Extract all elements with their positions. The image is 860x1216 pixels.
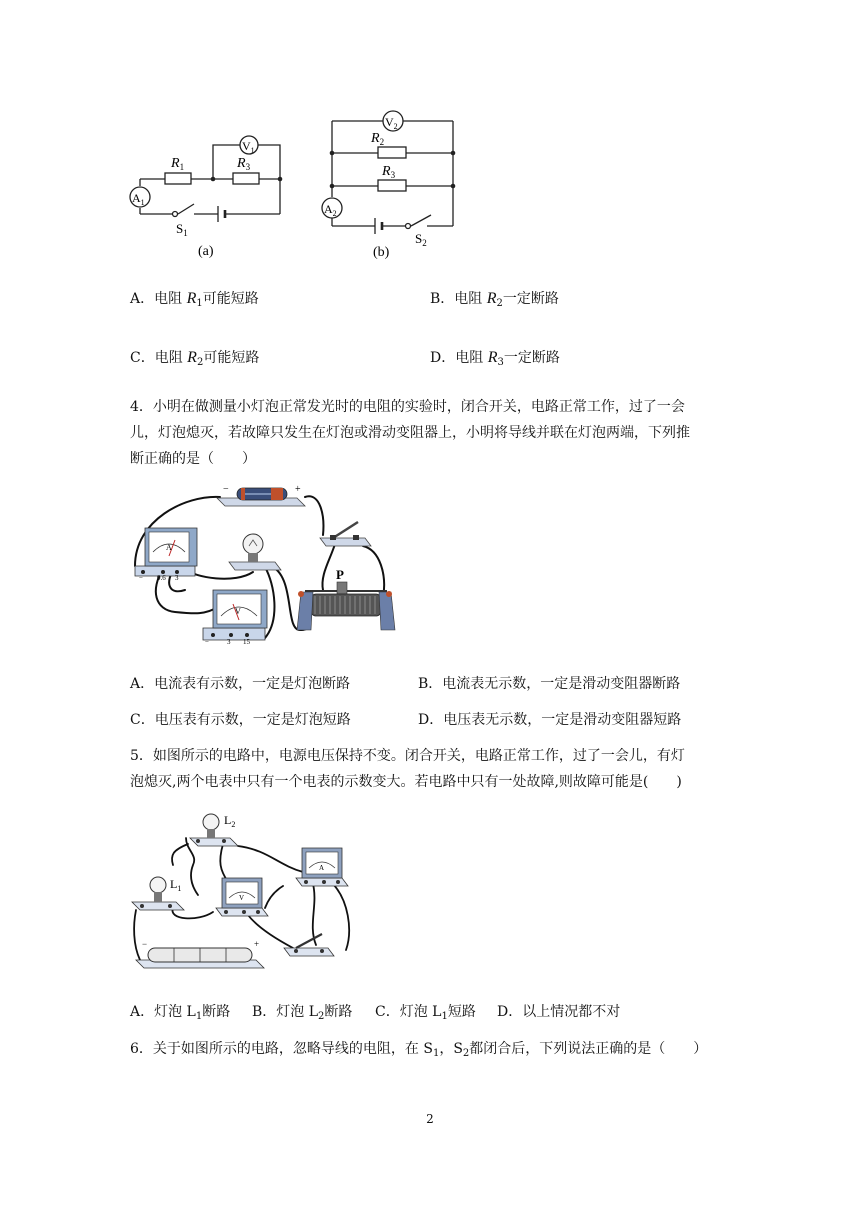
q4-stem-line2: 儿，灯泡熄灭，若故障只发生在灯泡或滑动变阻器上，小明将导线并联在灯泡两端，下列推 [130,425,690,441]
ammeter-letter: A [166,543,172,552]
ammeter-terminal-3: 3 [175,574,179,582]
q4-option-c[interactable]: C．电压表有示数，一定是灯泡短路 [130,712,351,728]
q5-circuit-figure [128,810,358,975]
voltmeter-terminal-neg: − [205,638,209,646]
q5-voltmeter-letter: V [239,894,245,902]
fig-a-caption: (a) [198,244,214,259]
q5-option-b[interactable]: B．灯泡 $L_2$断路 [252,1004,353,1022]
q4-stem-line3: 断正确的是（ ） [130,451,256,467]
q3-option-c[interactable]: C．电阻 $R_2$可能短路 [130,349,260,368]
fig-a-v1-label: $V_1$ [242,139,255,155]
voltmeter-terminal-15: 15 [243,638,250,646]
battery-holder [217,488,305,506]
q5-battery [136,948,264,968]
q4-stem-line1: 4．小明在做测量小灯泡正常发光时的电阻的实验时，闭合开关，电路正常工作，过了一会 [130,399,685,415]
q3-option-d[interactable]: D．电阻 $R_3$一定断路 [430,349,560,368]
circuit-figure-b [315,104,465,262]
knife-switch [320,522,371,546]
page-number: 2 [426,1112,434,1126]
fig-b-v2-label: $V_2$ [385,115,398,131]
voltmeter-terminal-3: 3 [227,638,231,646]
rheostat-slider-label: P [336,567,344,582]
q5-option-c[interactable]: C．灯泡 $L_1$短路 [375,1004,476,1022]
battery-minus-label: − [223,484,229,495]
battery-plus-label: + [295,484,301,495]
sliding-rheostat [297,582,395,630]
q4-option-a[interactable]: A．电流表有示数，一定是灯泡断路 [130,676,351,692]
q4-option-d[interactable]: D．电压表无示数，一定是滑动变阻器短路 [418,712,682,728]
fig-a-r3-label: $R_3$ [237,156,251,172]
fig-a-r1-label: $R_1$ [171,156,185,172]
q5-switch [284,934,334,956]
q5-option-a[interactable]: A．灯泡 $L_1$断路 [130,1004,231,1022]
ammeter-terminal-06: 0.6 [157,574,166,582]
fig-b-caption: (b) [373,245,390,260]
q4-experiment-figure [125,480,400,650]
fig-a-a1-label: $A_1$ [132,191,145,207]
q5-battery-minus: − [142,939,148,949]
q3-option-a[interactable]: A．电阻 $R_1$可能短路 [130,290,259,309]
fig-a-s1-label: $S_1$ [176,221,188,238]
q6-stem: 6．关于如图所示的电路，忽略导线的电阻，在 $S_1$，$S_2$都闭合后，下列说法正确的是（ ） [130,1041,708,1059]
q5-option-d[interactable]: D．以上情况都不对 [497,1004,621,1020]
q3-option-b[interactable]: B．电阻 $R_2$一定断路 [430,290,559,309]
fig-b-r3-label: $R_3$ [382,164,396,180]
q5-stem-line1: 5．如图所示的电路中，电源电压保持不变。闭合开关，电路正常工作，过了一会儿，有灯 [130,748,685,764]
q5-battery-plus: + [254,939,260,949]
fig-b-r2-label: $R_2$ [371,131,385,147]
q5-stem-line2: 泡熄灭,两个电表中只有一个电表的示数变大。若电路中只有一处故障,则故障可能是( ) [130,774,682,790]
circuit-figure-a [128,126,288,264]
bulb-l2-label: $L_2$ [224,813,236,829]
q4-option-b[interactable]: B．电流表无示数，一定是滑动变阻器断路 [418,676,681,692]
q5-ammeter-letter: A [319,864,325,872]
bulb-on-holder [229,534,281,570]
fig-b-s2-label: $S_2$ [415,231,427,248]
bulb-l1-label: $L_1$ [170,877,182,893]
voltmeter-letter: V [235,607,241,616]
ammeter-terminal-neg: − [139,574,143,582]
fig-b-a2-label: $A_2$ [324,202,337,218]
